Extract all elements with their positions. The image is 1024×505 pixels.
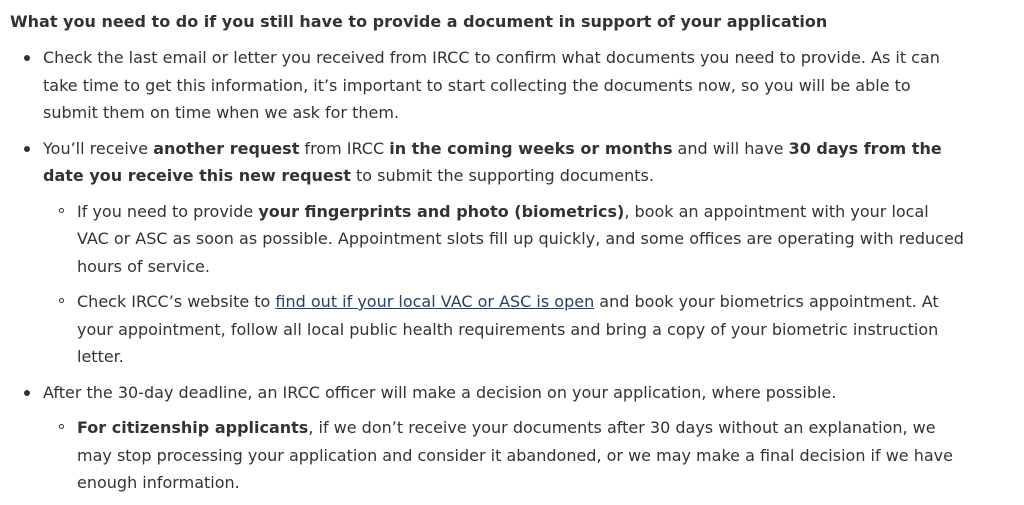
vac-asc-open-link[interactable]: find out if your local VAC or ASC is open [275,292,595,311]
sub-item-biometrics [43,198,964,281]
bold-segment: For citizenship applicants [77,418,309,437]
bullet-icon [24,55,30,61]
text-segment: to submit the supporting documents. [350,166,654,185]
text-segment: and will have [672,138,789,158]
text-segment: , if we don’t receive your documents after 30 days without an explanation, we may stop processing your application and consider it abandoned, or we may make a final decision if we have enough information. [77,418,953,492]
text-segment: If you need to provide [77,201,259,221]
circle-bullet-icon [59,208,64,213]
bold-segment: in the coming weeks or months [389,138,673,158]
sub-list [43,198,964,371]
bullet-icon [24,146,30,152]
bold-segment: another request [153,138,300,158]
text-segment: You’ll receive [43,138,154,158]
sub-item-citizenship [43,414,964,497]
sub-item-check-website [43,288,964,371]
list-item-check-email [0,44,1024,127]
section-heading: What you need to do if you still have to provide a document in support of your application [10,12,828,31]
sub-list [43,414,964,497]
list-item-another-request [0,135,1024,371]
circle-bullet-icon [59,424,64,429]
text-segment: from IRCC [299,138,390,158]
circle-bullet-icon [59,298,64,303]
text-segment: and book your biometrics appointment. At your appointment, follow all local public health requirements and bring a copy of your biometric instruction letter. [77,292,939,366]
bold-segment: your fingerprints and photo (biometrics) [258,201,625,221]
list-item-text: After the 30-day deadline, an IRCC officer will make a decision on your application, where possible. [43,382,837,402]
instructions-list [0,44,1024,505]
bullet-icon [24,390,30,396]
text-segment: Check IRCC’s website to [77,292,276,311]
bold-segment: 30 days from the date you receive this new request [43,138,942,185]
text-segment: , book an appointment with your local VAC or ASC as soon as possible. Appointment slots fill up quickly, and some offices are operating with reduced hours of service. [77,201,964,276]
list-item-text: Check the last email or letter you received from IRCC to confirm what documents you need to provide. As it can take time to get this information, it’s important to start collecting the documents now, so you will be able to submit them on time when we ask for them. [43,48,940,122]
